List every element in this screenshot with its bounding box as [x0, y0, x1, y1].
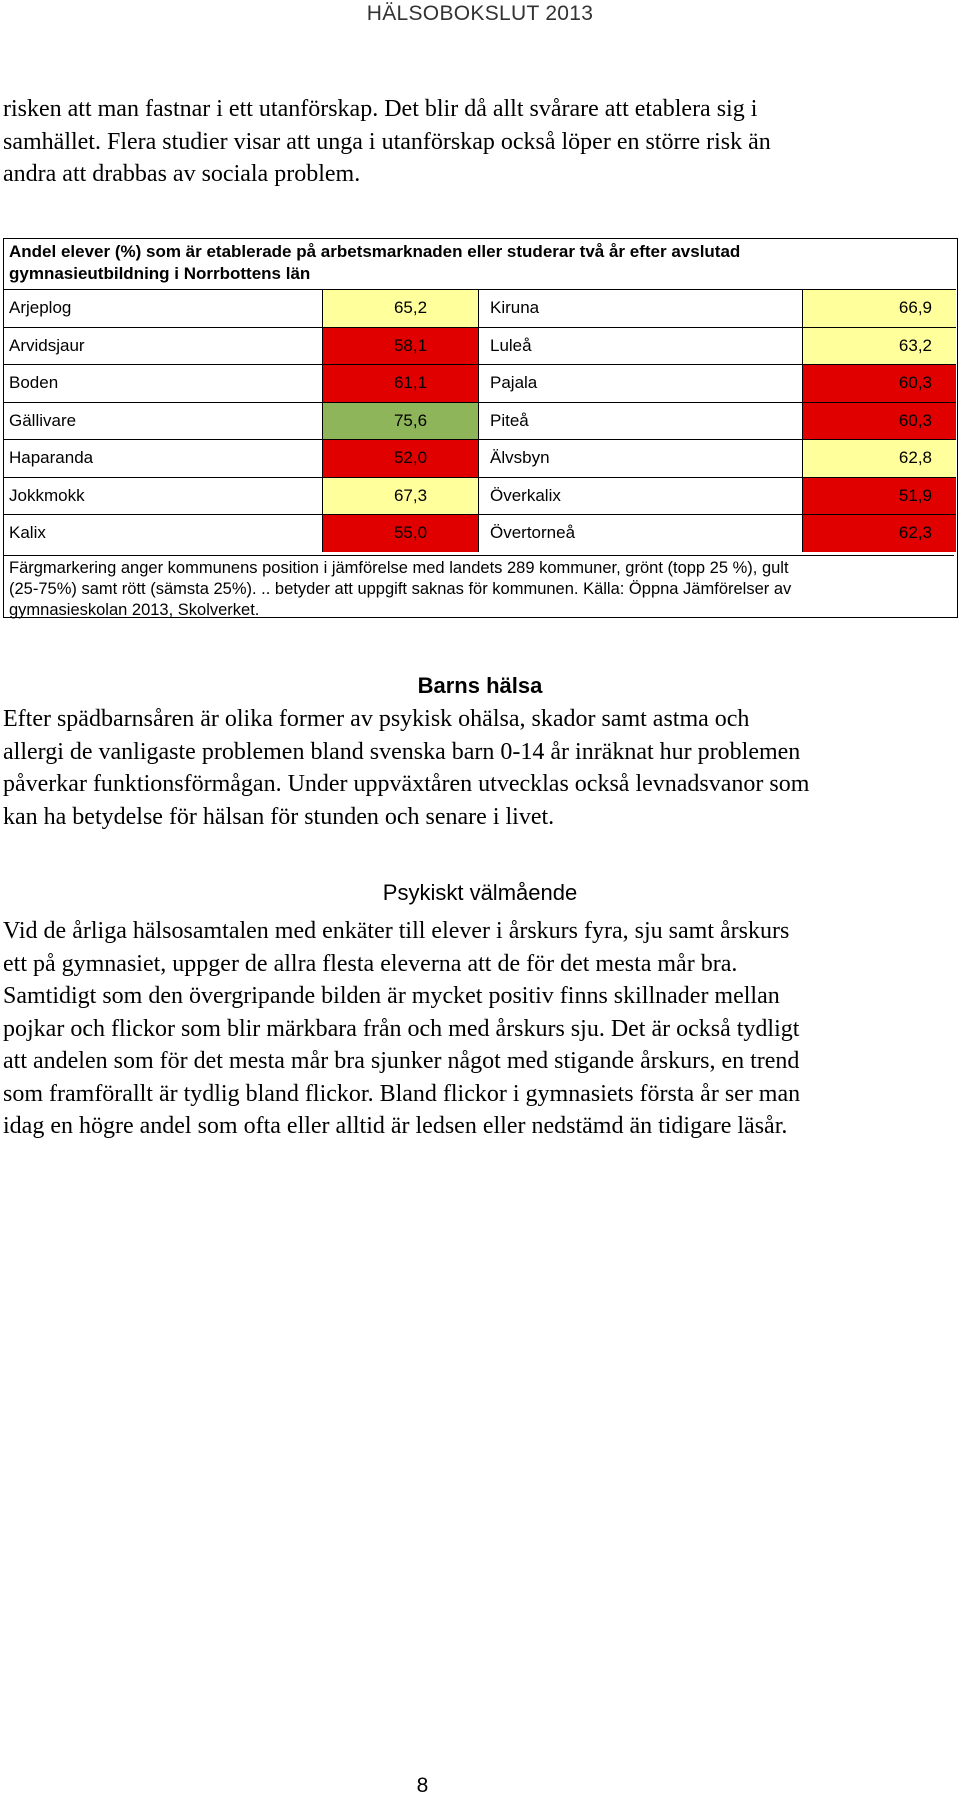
psyk-line: ett på gymnasiet, uppger de allra flesta eleverna att de för det mesta mår bra.	[3, 950, 738, 977]
psyk-line: Samtidigt som den övergripande bilden är mycket positiv finns skillnader mellan	[3, 983, 780, 1009]
psyk-line: att andelen som för det mesta mår bra sjunker något med stigande årskurs, en trend	[3, 1048, 800, 1074]
municipality-value: 75,6	[322, 403, 478, 440]
municipality-value: 63,2	[802, 328, 956, 365]
municipality-value: 62,8	[802, 440, 956, 477]
table-title-line: Andel elever (%) som är etablerade på arbetsmarknaden eller studerar två år efter avslutad	[9, 242, 741, 261]
barns-line: påverkar funktionsförmågan. Under uppväxtåren utvecklas också levnadsvanor som	[3, 771, 810, 797]
table-note-line: (25-75%) samt rött (sämsta 25%). .. betyder att uppgift saknas för kommunen. Källa: Öppna Jämförelser av	[9, 580, 792, 598]
intro-line: samhället. Flera studier visar att unga i utanförskap också löper en större risk än	[3, 128, 771, 155]
intro-line: andra att drabbas av sociala problem.	[3, 161, 361, 187]
barns-paragraph	[3, 703, 951, 833]
municipality-name: Pajala	[478, 365, 802, 402]
page-number: 8	[416, 1774, 429, 1797]
psyk-line: som framförallt är tydlig bland flickor. Bland flickor i gymnasiets första år ser man	[3, 1080, 801, 1107]
table-row	[4, 289, 956, 327]
table-note	[4, 555, 954, 621]
municipality-table	[3, 238, 958, 618]
municipality-value: 65,2	[322, 290, 478, 327]
section-heading-psyk: Psykiskt välmående	[382, 880, 578, 905]
municipality-value: 61,1	[322, 365, 478, 402]
intro-paragraph	[3, 93, 938, 191]
municipality-value: 60,3	[802, 365, 956, 402]
running-header: HÄLSOBOKSLUT 2013	[366, 2, 594, 25]
municipality-value: 62,3	[802, 515, 956, 552]
table-row	[4, 477, 956, 515]
table-row	[4, 327, 956, 365]
municipality-value: 51,9	[802, 478, 956, 515]
municipality-name: Arvidsjaur	[9, 335, 85, 355]
intro-line: risken att man fastnar i ett utanförskap. Det blir då allt svårare att etablera sig i	[3, 96, 758, 122]
table-row	[4, 364, 956, 402]
table-note-line: Färgmarkering anger kommunens position i jämförelse med landets 289 kommuner, grönt (topp 25 %), gult	[9, 559, 789, 577]
municipality-value: 55,0	[322, 515, 478, 552]
municipality-name: Jokkmokk	[9, 485, 85, 505]
table-row	[4, 514, 956, 552]
psyk-line: Vid de årliga hälsosamtalen med enkäter till elever i årskurs fyra, sju samt årskurs	[3, 918, 790, 944]
municipality-value: 67,3	[322, 478, 478, 515]
municipality-name: Kalix	[9, 523, 46, 543]
municipality-value: 58,1	[322, 328, 478, 365]
barns-line: allergi de vanligaste problemen bland svenska barn 0-14 år inräknat hur problemen	[3, 738, 801, 765]
psyk-line: pojkar och flickor som blir märkbara från och med årskurs sju. Det är också tydligt	[3, 1015, 800, 1042]
section-heading-barns: Barns hälsa	[417, 673, 543, 698]
municipality-name: Överkalix	[478, 478, 802, 515]
municipality-value: 66,9	[802, 290, 956, 327]
municipality-value: 60,3	[802, 403, 956, 440]
table-title-line: gymnasieutbildning i Norrbottens län	[9, 264, 311, 283]
municipality-name: Arjeplog	[9, 298, 72, 318]
table-row	[4, 439, 956, 477]
barns-line: kan ha betydelse för hälsan för stunden och senare i livet.	[3, 803, 555, 830]
municipality-name: Gällivare	[9, 410, 77, 430]
table-title	[9, 241, 949, 285]
municipality-value: 52,0	[322, 440, 478, 477]
municipality-name: Boden	[9, 373, 59, 393]
table-rows	[4, 289, 956, 552]
municipality-name: Kiruna	[478, 290, 802, 327]
municipality-name: Piteå	[478, 403, 802, 440]
table-note-line: gymnasieskolan 2013, Skolverket.	[9, 601, 260, 619]
municipality-name: Luleå	[478, 328, 802, 365]
psyk-line: idag en högre andel som ofta eller alltid är ledsen eller nedstämd än tidigare läsår.	[3, 1113, 788, 1139]
psyk-paragraph	[3, 915, 951, 1143]
municipality-name: Haparanda	[9, 448, 94, 468]
table-row	[4, 402, 956, 440]
municipality-name: Älvsbyn	[478, 440, 802, 477]
barns-line: Efter spädbarnsåren är olika former av psykisk ohälsa, skador samt astma och	[3, 706, 750, 732]
municipality-name: Övertorneå	[478, 515, 802, 552]
